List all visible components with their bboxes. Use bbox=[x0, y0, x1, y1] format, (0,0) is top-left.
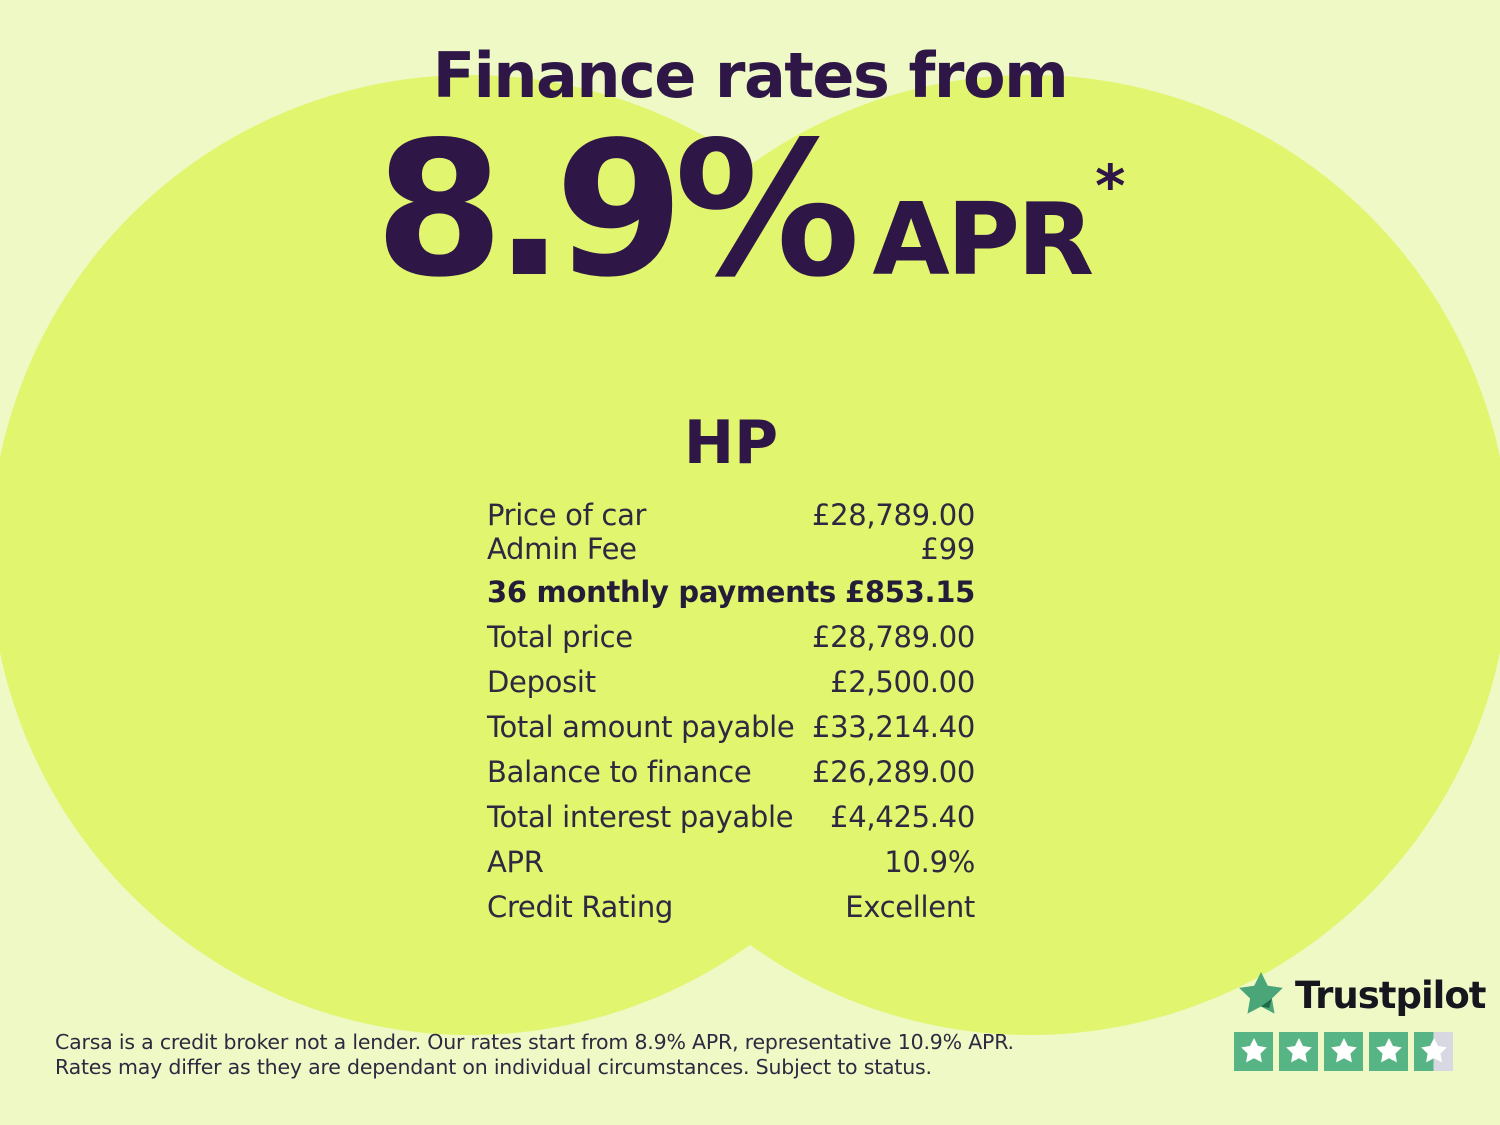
finance-row-value: £4,425.40 bbox=[830, 800, 975, 834]
rate-value: 8.9% bbox=[374, 101, 851, 319]
finance-row-label: Price of car bbox=[487, 498, 647, 532]
finance-table-row bbox=[487, 575, 975, 609]
finance-table-row bbox=[487, 845, 975, 879]
finance-row-value: £28,789.00 bbox=[811, 498, 975, 532]
finance-row-label: Credit Rating bbox=[487, 890, 674, 924]
rate-unit: APR bbox=[872, 181, 1092, 299]
finance-row-value: £33,214.40 bbox=[811, 710, 975, 744]
disclaimer-line-1: Carsa is a credit broker not a lender. Our rates start from 8.9% APR, representative 10.9% APR. bbox=[55, 1030, 1014, 1054]
finance-row-label: Total interest payable bbox=[487, 800, 794, 834]
trustpilot-star-icon bbox=[1237, 972, 1285, 1018]
finance-row-value: £28,789.00 bbox=[811, 620, 975, 654]
rating-star-icon bbox=[1324, 1032, 1363, 1071]
finance-table-row bbox=[487, 890, 975, 924]
finance-table-row bbox=[487, 665, 975, 699]
rate-line bbox=[0, 101, 1500, 319]
disclaimer bbox=[55, 1030, 1014, 1080]
finance-row-value: 10.9% bbox=[884, 845, 975, 879]
finance-table-rows bbox=[487, 498, 975, 924]
rating-star-icon bbox=[1234, 1032, 1273, 1071]
trustpilot-rating bbox=[1234, 1032, 1453, 1071]
finance-row-label: Total price bbox=[487, 620, 633, 654]
rating-star-icon bbox=[1279, 1032, 1318, 1071]
finance-table-row bbox=[487, 620, 975, 654]
finance-row-value: Excellent bbox=[845, 890, 975, 924]
finance-table bbox=[487, 498, 975, 935]
trustpilot-wordmark: Trustpilot bbox=[1295, 973, 1486, 1017]
finance-table-row bbox=[487, 532, 975, 566]
disclaimer-line-2: Rates may differ as they are dependant on individual circumstances. Subject to status. bbox=[55, 1055, 932, 1079]
rate-asterisk: * bbox=[1095, 152, 1126, 221]
finance-table-row bbox=[487, 755, 975, 789]
finance-row-value: £26,289.00 bbox=[811, 755, 975, 789]
finance-table-title: HP bbox=[683, 408, 779, 478]
header bbox=[0, 39, 1500, 319]
finance-row-label: Deposit bbox=[487, 665, 596, 699]
finance-row-label: 36 monthly payments bbox=[487, 575, 836, 609]
trustpilot-logo bbox=[1237, 972, 1485, 1018]
finance-table-row bbox=[487, 498, 975, 532]
finance-row-value: £853.15 bbox=[845, 575, 975, 609]
finance-table-row bbox=[487, 710, 975, 744]
finance-row-value: £99 bbox=[920, 532, 975, 566]
finance-row-value: £2,500.00 bbox=[830, 665, 975, 699]
rating-star-icon bbox=[1369, 1032, 1408, 1071]
rating-star-icon bbox=[1414, 1032, 1453, 1071]
headline-kicker: Finance rates from bbox=[432, 39, 1068, 112]
finance-row-label: Total amount payable bbox=[487, 710, 795, 744]
finance-row-label: Admin Fee bbox=[487, 532, 637, 566]
finance-row-label: Balance to finance bbox=[487, 755, 752, 789]
finance-row-label: APR bbox=[487, 845, 544, 879]
finance-table-row bbox=[487, 800, 975, 834]
